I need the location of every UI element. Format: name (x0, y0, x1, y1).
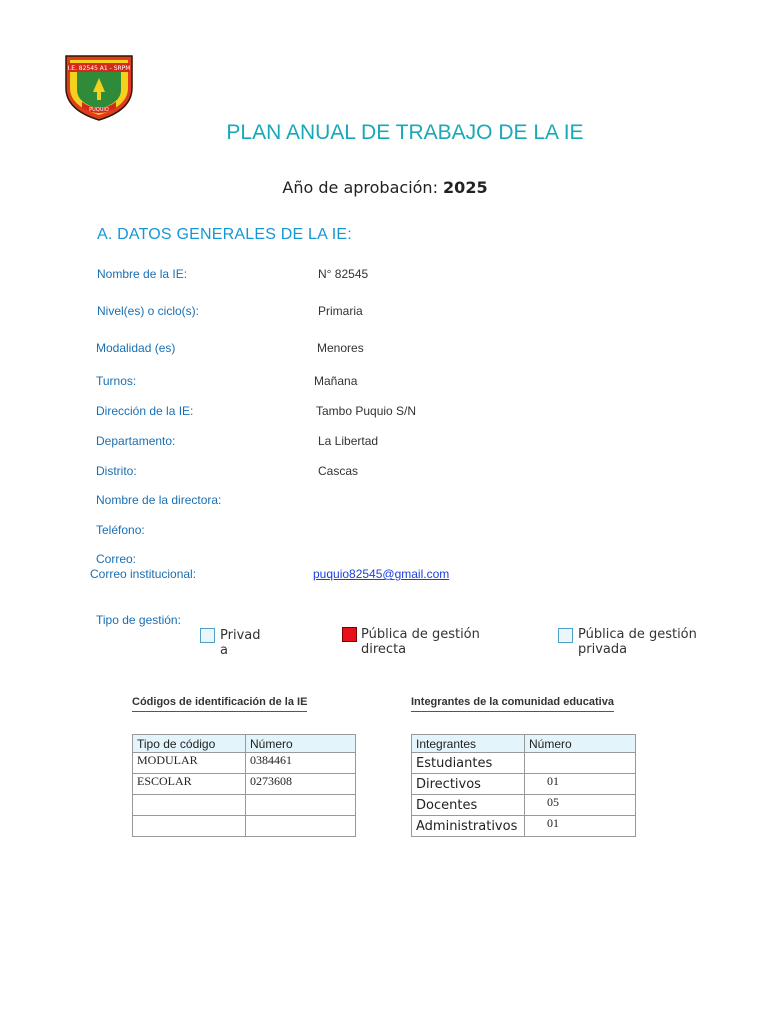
table-cell: ESCOLAR (133, 774, 246, 795)
field-label-phone: Teléfono: (96, 523, 145, 537)
table-cell: Administrativos (412, 816, 525, 837)
field-label-modality: Modalidad (es) (96, 341, 176, 355)
table-row (412, 795, 636, 816)
field-label-director: Nombre de la directora: (96, 493, 222, 507)
members-header-integrantes: Integrantes (412, 735, 525, 753)
members-table-heading: Integrantes de la comunidad educativa (411, 696, 614, 712)
codes-table (132, 734, 356, 837)
crest-ribbon-text: I.E. 82545 A1 - SRPM (67, 65, 131, 72)
table-cell (133, 816, 246, 837)
field-value-address: Tambo Puquio S/N (316, 404, 417, 418)
option-public-private-label: Pública de gestión privada (578, 627, 697, 657)
table-cell: 0273608 (246, 774, 356, 795)
checkbox-public-private[interactable] (558, 628, 573, 643)
field-label-address: Dirección de la IE: (96, 404, 194, 418)
table-row (133, 753, 356, 774)
table-row (412, 816, 636, 837)
field-label-level: Nivel(es) o ciclo(s): (97, 304, 200, 318)
table-cell (525, 753, 636, 774)
page-title: PLAN ANUAL DE TRABAJO DE LA IE (226, 121, 584, 144)
table-cell: MODULAR (133, 753, 246, 774)
table-cell (246, 816, 356, 837)
table-row (133, 816, 356, 837)
checkbox-private[interactable] (200, 628, 215, 643)
table-cell (246, 795, 356, 816)
table-cell: 05 (525, 795, 636, 816)
field-value-modality: Menores (317, 341, 364, 355)
field-label-district: Distrito: (96, 464, 137, 478)
codes-header-number: Número (246, 735, 356, 753)
institutional-email-link[interactable]: puquio82545@gmail.com (313, 567, 450, 581)
option-private-label: Privad a (220, 628, 261, 658)
table-row (412, 774, 636, 795)
table-row (133, 774, 356, 795)
codes-table-heading: Códigos de identificación de la IE (132, 696, 307, 712)
field-value-district: Cascas (318, 464, 359, 478)
field-label-institutional-email: Correo institucional: (90, 567, 197, 581)
table-cell: 01 (525, 774, 636, 795)
management-type-label: Tipo de gestión: (96, 613, 181, 627)
approval-year-label: Año de aprobación: (282, 178, 438, 197)
table-cell: Directivos (412, 774, 525, 795)
crest-bottom-text: PUQUIO (89, 107, 109, 113)
approval-year-value: 2025 (443, 178, 488, 197)
school-crest-logo (60, 52, 138, 122)
table-cell: Docentes (412, 795, 525, 816)
field-value-department: La Libertad (318, 434, 379, 448)
table-row (412, 753, 636, 774)
field-label-email: Correo: (96, 552, 137, 566)
approval-year (0, 178, 768, 197)
option-public-direct-label: Pública de gestión directa (361, 627, 480, 657)
field-value-school-name: N° 82545 (318, 267, 369, 281)
field-label-school-name: Nombre de la IE: (97, 267, 188, 281)
field-label-shifts: Turnos: (96, 374, 137, 388)
field-value-level: Primaria (318, 304, 363, 318)
members-header-number: Número (525, 735, 636, 753)
table-row (133, 795, 356, 816)
table-cell: 01 (525, 816, 636, 837)
field-value-shifts: Mañana (314, 374, 358, 388)
checkbox-public-direct[interactable] (342, 627, 357, 642)
field-label-department: Departamento: (96, 434, 176, 448)
section-a-heading: A. DATOS GENERALES DE LA IE: (97, 226, 352, 243)
codes-header-type: Tipo de código (133, 735, 246, 753)
table-cell (133, 795, 246, 816)
members-table (411, 734, 636, 837)
table-cell: Estudiantes (412, 753, 525, 774)
table-cell: 0384461 (246, 753, 356, 774)
